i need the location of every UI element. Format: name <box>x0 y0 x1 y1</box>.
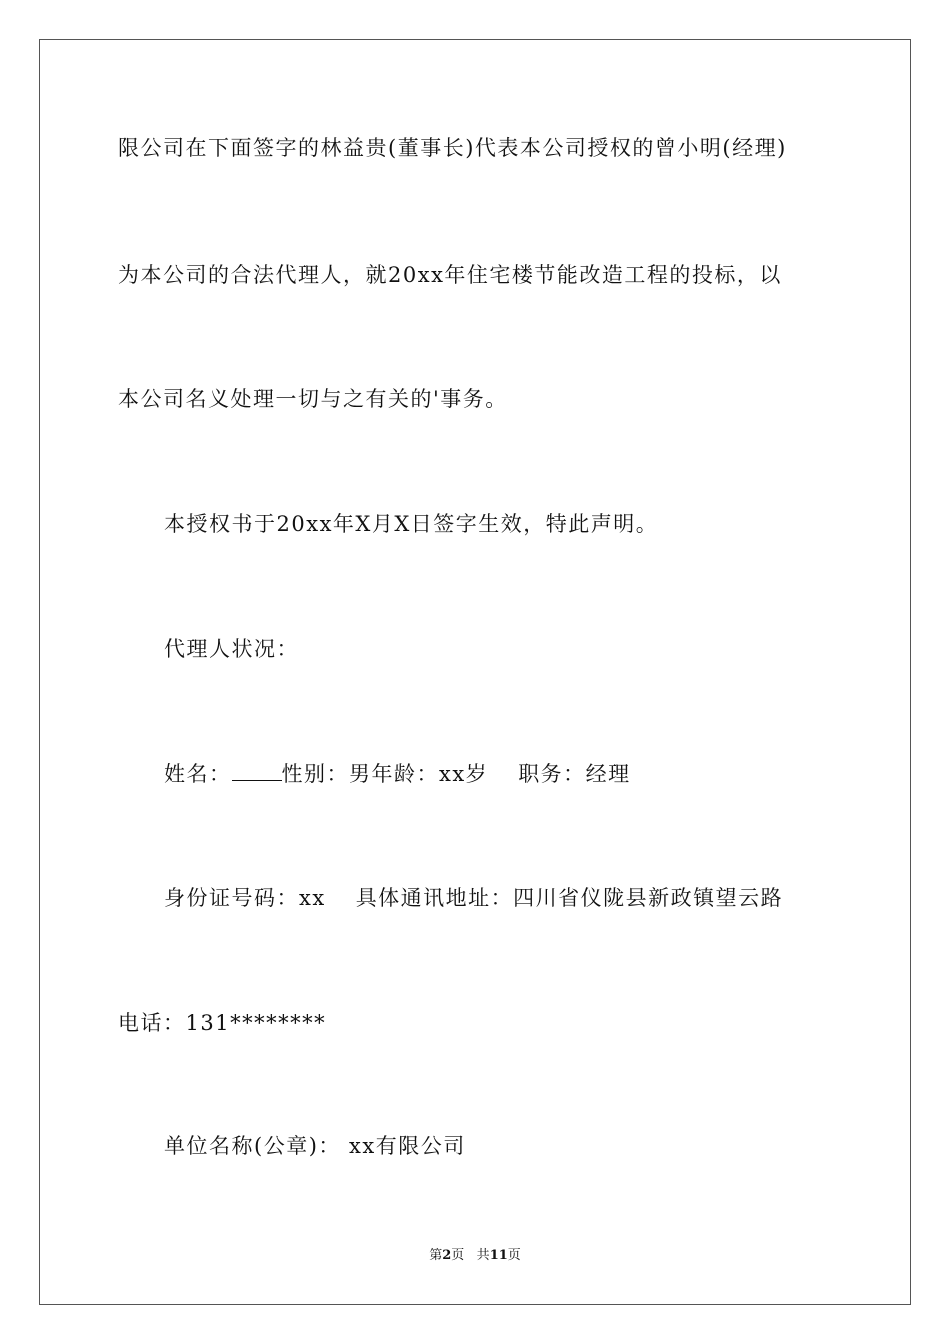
unit-name-line: 单位名称(公章)： xx有限公司 <box>164 1134 466 1158</box>
paragraph-line-2: 为本公司的合法代理人，就20xx年住宅楼节能改造工程的投标，以 <box>118 263 782 287</box>
name-blank <box>232 760 282 781</box>
effective-date-statement: 本授权书于20xx年X月X日签字生效，特此声明。 <box>164 512 659 536</box>
address: 具体通讯地址：四川省仪陇县新政镇望云路 <box>355 886 784 910</box>
agent-id-address-line <box>164 883 783 913</box>
footer-prefix: 第 <box>429 1248 443 1263</box>
page-footer <box>0 1247 950 1265</box>
paragraph-line-1: 限公司在下面签字的林益贵(董事长)代表本公司授权的曾小明(经理) <box>118 136 787 160</box>
footer-page-number: 2 <box>442 1248 452 1263</box>
position: 职务：经理 <box>518 762 631 786</box>
gender-age: 性别：男年龄：xx岁 <box>281 762 489 786</box>
footer-total-prefix: 共 <box>476 1248 490 1263</box>
paragraph-line-3: 本公司名义处理一切与之有关的'事务。 <box>118 387 508 411</box>
agent-name-line <box>164 759 631 789</box>
id-number: 身份证号码：xx <box>164 886 326 910</box>
footer-total-suffix: 页 <box>507 1248 521 1263</box>
footer-page-suffix: 页 <box>451 1248 465 1263</box>
agent-info-heading: 代理人状况： <box>164 637 299 661</box>
phone-line: 电话：131******** <box>118 1011 327 1035</box>
page-frame <box>39 39 911 1305</box>
name-label: 姓名： <box>164 762 232 786</box>
footer-total-pages: 11 <box>489 1248 508 1263</box>
